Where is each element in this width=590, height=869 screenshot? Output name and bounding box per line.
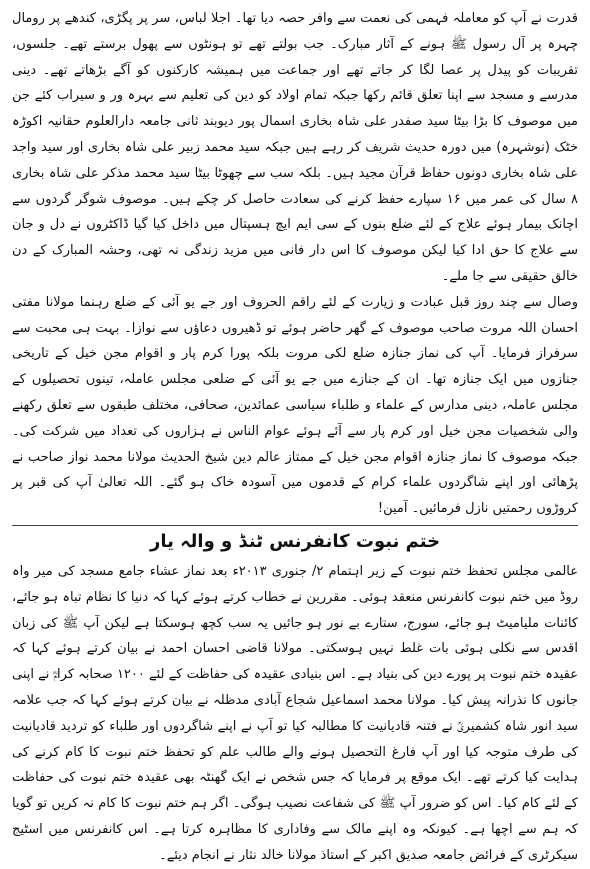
- conference-article: [12, 527, 578, 869]
- obituary-paragraph-1: قدرت نے آپ کو معاملہ فہمی کی نعمت سے وافر حصہ دیا تھا۔ اجلا لباس، سر پر پگڑی، کندھے پر رومال چہرہ پر آل رسول ﷺ ہونے کے آثار مبارک۔ جب بولتے تھے تو ہونٹوں سے پھول برستے تھے۔ جلسوں، تقریبات کو پیدل پر عصا لگا کر جاتے تھے اور جماعت میں ہمیشہ کارکنوں کو آگے بڑھاتے تھے۔ دینی مدرسے و مسجد سے اپنا تعلق قائم رکھا جبکہ تمام اولاد کو دین کی تعلیم سے بہرہ ور و سیراب کئے جن میں موصوف کا بڑا بیٹا سید صفدر علی شاہ بخاری اسمال پور دیوبند ثانی جامعہ دارالعلوم حقانیہ اکوڑہ خٹک (نوشہرہ) میں دورہ حدیث شریف کر رہے ہیں جبکہ سید محمد زبیر علی شاہ بخاری اور سید واجد علی شاہ بخاری دونوں حفاظ قرآن مجید ہیں۔ بلکہ سب سے چھوٹا بیٹا سید محمد مذکر علی شاہ بخاری ۸ سال کی عمر میں ۱۶ سپارے حفظ کرنے کی سعادت حاصل کر چکے ہیں۔ موصوف شوگر گردوں سے اچانک بیمار ہوئے علاج کے لئے ضلع بنوں کے سی ایم ایچ ہسپتال میں داخل کیا گیا ڈاکٹروں نے دل و جان سے علاج کا حق ادا کیا لیکن موصوف کا اس دار فانی میں مزید زندگی نہ تھی، وحشہ المبارک کے دن خالق حقیقی سے جا ملے۔: [12, 11, 578, 284]
- obituary-paragraph-2: وصال سے چند روز قبل عبادت و زیارت کے لئے راقم الحروف اور جے یو آئی کے ضلع رہنما مولانا مفتی احسان اللہ مروت صاحب موصوف کے گھر حاضر ہوئے تو ڈھیروں دعاؤں سے نوازا۔ بہت ہی محبت سے سرفراز فرمایا۔ آپ کی نماز جنازہ ضلع لکی مروت بلکہ پورا کرم پار و اقوام مجن خیل کے تاریخی جنازوں میں ایک جنازہ تھا۔ ان کے جنازے میں جے یو آئی کے ضلعی مجلس عاملہ، تینوں تحصیلوں کے مجلس عاملہ، دینی مدارس کے علماء و طلباء سیاسی عمائدین، صحافی، مختلف طبقوں سے تعلق رکھنے والی شخصیات مجن خیل اور کرم پار سے آئے ہوئے عوام الناس نے ہزاروں کی تعداد میں شرکت کی۔ جبکہ موصوف کا نماز جنازہ اقوام مجن خیل کے ممتاز عالم دین شیخ الحدیث مولانا محمد نواز صاحب نے پڑھائی اور اپنے شاگردوں علماء کرام کے قدموں میں آسودہ خاک ہو گئے۔ اللہ تعالیٰ آپ کی قبر پر کروڑوں رحمتیں نازل فرمائیں۔ آمین!: [12, 294, 578, 517]
- obituary-article: [12, 6, 578, 522]
- conference-headline: ختم نبوت کانفرنس ٹنڈ و والہ یار: [149, 530, 441, 552]
- section-divider: [12, 525, 578, 526]
- conference-paragraph-1: عالمی مجلس تحفظ ختم نبوت کے زیر اہتمام ۲/ جنوری ۲۰۱۳ء بعد نماز عشاء جامع مسجد کی میر واہ روڈ میں ختم نبوت کانفرنس منعقد ہوئی۔ مقررین نے خطاب کرتے ہوئے کہا کہ دنیا کا نظام تباہ ہو جائے، کائنات ملیامیٹ ہو جائے، سورج، ستارے بے نور ہو جائیں یہ سب کچھ ہوسکتا ہے لیکن آپ ﷺ کی زبان اقدس سے نکلی ہوئی بات غلط نہیں ہوسکتی۔ مولانا قاضی احسان احمد نے بیان کرتے ہوئے کہا کہ عقیدہ ختم نبوت پر پورے دین کی بنیاد ہے۔ اس بنیادی عقیدہ کی حفاظت کے لئے ۱۲۰۰ صحابہ کرامؓ نے اپنی جانوں کا نذرانہ پیش کیا۔ مولانا محمد اسماعیل شجاع آبادی مدظلہ نے بیان کرتے ہوئے کہا کہ جب علامہ سید انور شاہ کشمیریؒ نے فتنہ قادیانیت کا مطالبہ کیا تو آپ نے اپنے شاگردوں اور طلباء کو تردید قادیانیت کی طرف متوجہ کیا اور آپ فارغ التحصیل ہونے والے طالب علم کو تحفظ ختم نبوت کا کام کرنے کی ہدایت کیا کرتے تھے۔ ایک موقع پر فرمایا کہ جس شخص نے ایک گھنٹہ بھی عقیدہ ختم نبوت کی حفاظت کے لئے کام کیا۔ اس کو ضرور آپ ﷺ کی شفاعت نصیب ہوگی۔ اگر ہم ختم نبوت کا کام نہ کریں تو گویا کہ ہم سے اچھا ہے۔ کیونکہ وہ اپنے مالک سے وفاداری کا مظاہرہ کرتا ہے۔ اس کانفرنس میں اسٹیج سیکرٹری کے فرائض جامعہ صدیق اکبر کے استاذ مولانا خالد نثار نے انجام دیئے۔: [12, 563, 579, 863]
